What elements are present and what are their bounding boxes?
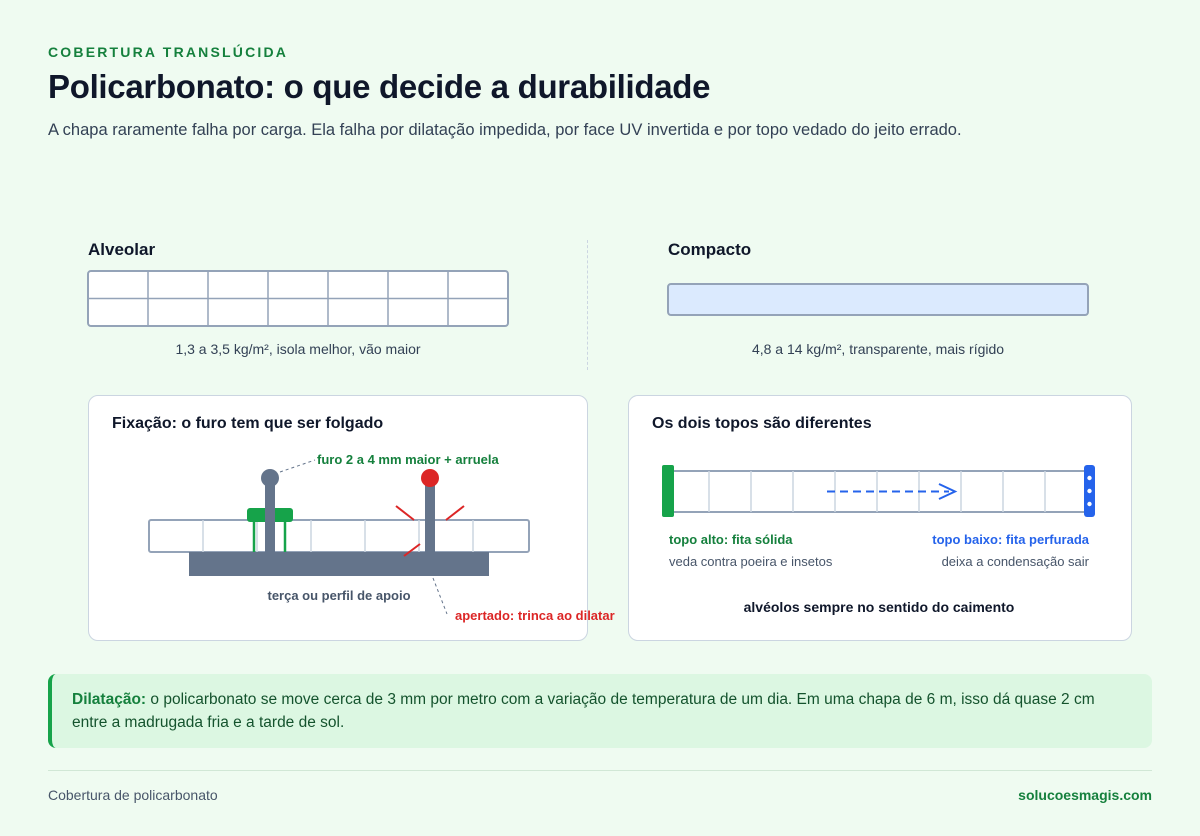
footer-title: Cobertura de policarbonato [48,787,218,803]
good-fixing-label: furo 2 a 4 mm maior + arruela [317,452,499,467]
compacto-title: Compacto [668,240,752,259]
compacto-caption: 4,8 a 14 kg/m², transparente, mais rígido [751,341,1005,357]
alveolar-title: Alveolar [88,240,156,259]
tight-screw-head [421,469,439,487]
page-title: Policarbonato: o que decide a durabilidade [48,68,711,105]
high-end-title: topo alto: fita sólida [669,532,793,547]
support-purlin [189,552,489,576]
alveolar-sheet-diagram [86,269,511,329]
page-subtitle: A chapa raramente falha por carga. Ela falha por dilatação impedida, por face UV invertida e por topo vedado do jeito errado. [48,121,962,139]
tight-fixing-label: apertado: trinca ao dilatar [455,608,615,623]
dilatacao-callout [48,674,1152,748]
solid-tape [662,465,674,517]
callout-text: o policarbonato se move cerca de 3 mm por metro com a variação de temperatura de um dia. Em uma chapa de 6 m, isso dá quase 2 cm entre a madrugada fria e a tarde de sol. [72,691,1095,731]
good-screw [265,484,275,556]
high-end-desc: veda contra poeira e insetos [669,554,833,569]
good-screw-head [261,469,279,487]
topos-card [628,395,1132,641]
footer-divider [48,770,1152,771]
direction-note: alvéolos sempre no sentido do caimento [743,599,1015,615]
compacto-sheet [668,284,1088,315]
fixacao-sheet [149,520,529,552]
footer-site: solucoesmagis.com [1018,787,1152,803]
fixacao-card [88,395,615,641]
fixacao-diagram [89,396,615,642]
tight-screw [425,484,435,556]
alveolar-caption: 1,3 a 3,5 kg/m², isola melhor, vão maior [175,341,421,357]
topos-title: Os dois topos são diferentes [652,415,872,432]
support-label: terça ou perfil de apoio [267,588,411,603]
callout-lead: Dilatação: [72,691,147,708]
eyebrow: COBERTURA TRANSLÚCIDA [48,44,289,60]
low-end-title: topo baixo: fita perfurada [932,532,1089,547]
divider [587,240,588,370]
fixacao-title: Fixação: o furo tem que ser folgado [112,415,384,432]
low-end-desc: deixa a condensação sair [941,554,1089,569]
topos-diagram [629,396,1133,642]
compacto-sheet-diagram [666,282,1091,318]
